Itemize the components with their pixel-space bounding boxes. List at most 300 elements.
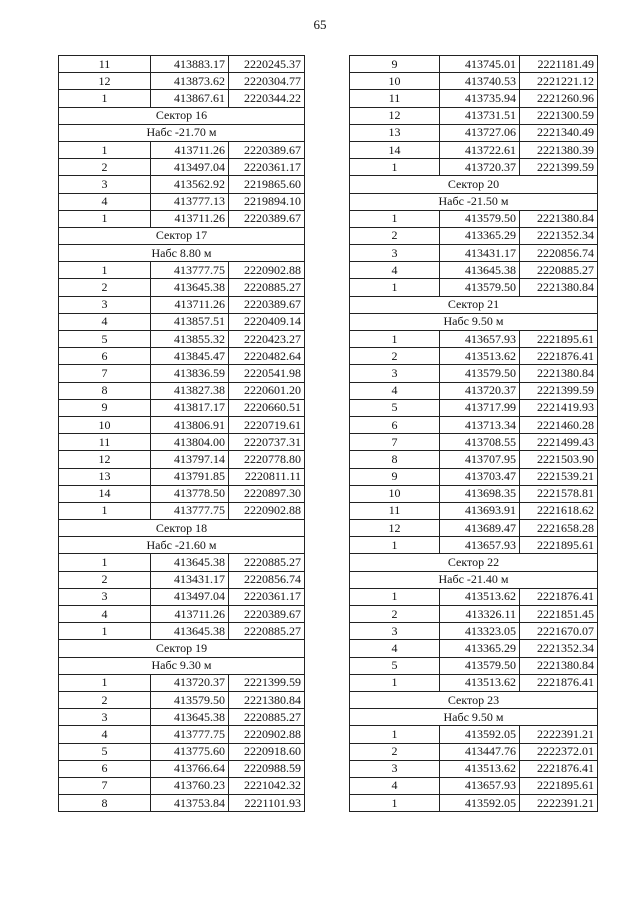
x-coordinate: 413845.47: [151, 348, 229, 365]
y-coordinate: 2220245.37: [229, 56, 305, 73]
point-number: 1: [350, 795, 440, 812]
point-number: 2: [59, 279, 151, 296]
x-coordinate: 413323.05: [440, 623, 520, 640]
y-coordinate: 2219865.60: [229, 176, 305, 193]
x-coordinate: 413579.50: [440, 279, 520, 296]
coordinate-row: [59, 451, 305, 468]
coordinate-row: [350, 382, 598, 399]
x-coordinate: 413873.62: [151, 73, 229, 90]
x-coordinate: 413745.01: [440, 56, 520, 73]
y-coordinate: 2221658.28: [520, 520, 598, 537]
sector-header: Набс -21.70 м: [59, 124, 305, 141]
y-coordinate: 2220885.27: [229, 554, 305, 571]
x-coordinate: 413720.37: [440, 159, 520, 176]
coordinate-row: [350, 365, 598, 382]
coordinate-row: [350, 640, 598, 657]
y-coordinate: 2220902.88: [229, 726, 305, 743]
point-number: 1: [350, 726, 440, 743]
point-number: 3: [350, 245, 440, 262]
y-coordinate: 2220389.67: [229, 606, 305, 623]
y-coordinate: 2221399.59: [520, 159, 598, 176]
y-coordinate: 2220902.88: [229, 262, 305, 279]
coordinate-row: [59, 691, 305, 708]
x-coordinate: 413657.93: [440, 777, 520, 794]
point-number: 10: [350, 485, 440, 502]
coordinate-row: [350, 777, 598, 794]
y-coordinate: 2221876.41: [520, 348, 598, 365]
y-coordinate: 2221380.84: [520, 210, 598, 227]
y-coordinate: 2220660.51: [229, 399, 305, 416]
coordinate-row: [59, 554, 305, 571]
y-coordinate: 2221895.61: [520, 331, 598, 348]
point-number: 12: [350, 107, 440, 124]
coordinate-row: [350, 760, 598, 777]
sector-header-row: [350, 313, 598, 330]
sector-header-row: [350, 193, 598, 210]
y-coordinate: 2220856.74: [229, 571, 305, 588]
point-number: 3: [350, 365, 440, 382]
point-number: 1: [59, 262, 151, 279]
y-coordinate: 2222391.21: [520, 726, 598, 743]
y-coordinate: 2221380.84: [229, 691, 305, 708]
point-number: 1: [350, 674, 440, 691]
point-number: 1: [59, 141, 151, 158]
coordinate-row: [350, 537, 598, 554]
x-coordinate: 413804.00: [151, 434, 229, 451]
coordinate-row: [350, 451, 598, 468]
x-coordinate: 413645.38: [440, 262, 520, 279]
x-coordinate: 413777.75: [151, 502, 229, 519]
coordinate-row: [59, 571, 305, 588]
x-coordinate: 413689.47: [440, 520, 520, 537]
coordinate-row: [59, 726, 305, 743]
coordinate-row: [350, 262, 598, 279]
coordinate-row: [350, 90, 598, 107]
y-coordinate: 2221221.12: [520, 73, 598, 90]
x-coordinate: 413711.26: [151, 141, 229, 158]
x-coordinate: 413513.62: [440, 674, 520, 691]
sector-header: Сектор 19: [59, 640, 305, 657]
point-number: 5: [59, 331, 151, 348]
point-number: 13: [350, 124, 440, 141]
point-number: 1: [59, 210, 151, 227]
x-coordinate: 413703.47: [440, 468, 520, 485]
x-coordinate: 413778.50: [151, 485, 229, 502]
x-coordinate: 413431.17: [151, 571, 229, 588]
point-number: 1: [59, 90, 151, 107]
x-coordinate: 413657.93: [440, 331, 520, 348]
point-number: 9: [350, 56, 440, 73]
point-number: 10: [59, 416, 151, 433]
point-number: 2: [350, 606, 440, 623]
x-coordinate: 413645.38: [151, 554, 229, 571]
x-coordinate: 413806.91: [151, 416, 229, 433]
sector-header-row: [59, 657, 305, 674]
sector-header-row: [59, 537, 305, 554]
y-coordinate: 2221895.61: [520, 777, 598, 794]
coordinate-row: [350, 348, 598, 365]
point-number: 8: [59, 382, 151, 399]
x-coordinate: 413720.37: [440, 382, 520, 399]
y-coordinate: 2220361.17: [229, 159, 305, 176]
y-coordinate: 2220389.67: [229, 141, 305, 158]
x-coordinate: 413817.17: [151, 399, 229, 416]
x-coordinate: 413777.13: [151, 193, 229, 210]
point-number: 2: [59, 159, 151, 176]
x-coordinate: 413579.50: [440, 210, 520, 227]
y-coordinate: 2221380.84: [520, 365, 598, 382]
coordinate-row: [350, 674, 598, 691]
x-coordinate: 413720.37: [151, 674, 229, 691]
sector-header-row: [59, 640, 305, 657]
y-coordinate: 2221101.93: [229, 795, 305, 812]
point-number: 3: [59, 588, 151, 605]
x-coordinate: 413693.91: [440, 502, 520, 519]
x-coordinate: 413775.60: [151, 743, 229, 760]
x-coordinate: 413711.26: [151, 296, 229, 313]
point-number: 1: [350, 537, 440, 554]
coordinate-row: [59, 210, 305, 227]
x-coordinate: 413836.59: [151, 365, 229, 382]
sector-header: Сектор 17: [59, 227, 305, 244]
coordinate-row: [59, 606, 305, 623]
y-coordinate: 2221578.81: [520, 485, 598, 502]
sector-header: Сектор 23: [350, 691, 598, 708]
x-coordinate: 413867.61: [151, 90, 229, 107]
coordinate-row: [350, 795, 598, 812]
x-coordinate: 413698.35: [440, 485, 520, 502]
x-coordinate: 413657.93: [440, 537, 520, 554]
coordinate-row: [350, 210, 598, 227]
point-number: 14: [59, 485, 151, 502]
coordinate-row: [350, 279, 598, 296]
point-number: 7: [59, 365, 151, 382]
x-coordinate: 413579.50: [440, 365, 520, 382]
right-coordinates-table: [349, 55, 598, 812]
coordinate-row: [350, 502, 598, 519]
y-coordinate: 2221499.43: [520, 434, 598, 451]
x-coordinate: 413513.62: [440, 760, 520, 777]
x-coordinate: 413513.62: [440, 588, 520, 605]
y-coordinate: 2221460.28: [520, 416, 598, 433]
y-coordinate: 2221399.59: [229, 674, 305, 691]
point-number: 13: [59, 468, 151, 485]
y-coordinate: 2220737.31: [229, 434, 305, 451]
point-number: 1: [59, 502, 151, 519]
y-coordinate: 2221399.59: [520, 382, 598, 399]
x-coordinate: 413857.51: [151, 313, 229, 330]
left-table-body: [59, 56, 305, 812]
x-coordinate: 413760.23: [151, 777, 229, 794]
x-coordinate: 413777.75: [151, 262, 229, 279]
sector-header: Набс -21.40 м: [350, 571, 598, 588]
point-number: 3: [350, 760, 440, 777]
coordinate-row: [350, 726, 598, 743]
coordinate-row: [59, 365, 305, 382]
coordinate-row: [59, 777, 305, 794]
x-coordinate: 413592.05: [440, 726, 520, 743]
point-number: 4: [350, 262, 440, 279]
point-number: 1: [350, 159, 440, 176]
coordinate-row: [59, 331, 305, 348]
y-coordinate: 2221539.21: [520, 468, 598, 485]
x-coordinate: 413707.95: [440, 451, 520, 468]
page-number: 65: [313, 17, 327, 32]
coordinate-row: [59, 73, 305, 90]
coordinate-row: [59, 159, 305, 176]
point-number: 5: [350, 399, 440, 416]
y-coordinate: 2220409.14: [229, 313, 305, 330]
coordinate-row: [59, 743, 305, 760]
y-coordinate: 2220885.27: [229, 623, 305, 640]
x-coordinate: 413827.38: [151, 382, 229, 399]
x-coordinate: 413777.75: [151, 726, 229, 743]
sector-header-row: [59, 245, 305, 262]
coordinate-row: [350, 520, 598, 537]
y-coordinate: 2221181.49: [520, 56, 598, 73]
x-coordinate: 413797.14: [151, 451, 229, 468]
x-coordinate: 413645.38: [151, 623, 229, 640]
y-coordinate: 2221876.41: [520, 760, 598, 777]
point-number: 1: [350, 588, 440, 605]
coordinate-row: [59, 279, 305, 296]
x-coordinate: 413740.53: [440, 73, 520, 90]
sector-header: Сектор 16: [59, 107, 305, 124]
y-coordinate: 2221300.59: [520, 107, 598, 124]
x-coordinate: 413711.26: [151, 606, 229, 623]
x-coordinate: 413855.32: [151, 331, 229, 348]
x-coordinate: 413497.04: [151, 588, 229, 605]
coordinate-row: [350, 159, 598, 176]
x-coordinate: 413753.84: [151, 795, 229, 812]
point-number: 4: [350, 777, 440, 794]
coordinate-row: [59, 760, 305, 777]
x-coordinate: 413791.85: [151, 468, 229, 485]
point-number: 8: [350, 451, 440, 468]
point-number: 2: [350, 743, 440, 760]
y-coordinate: 2221380.39: [520, 141, 598, 158]
sector-header: Набс 9.50 м: [350, 709, 598, 726]
y-coordinate: 2221670.07: [520, 623, 598, 640]
coordinate-row: [59, 262, 305, 279]
sector-header-row: [350, 296, 598, 313]
point-number: 7: [59, 777, 151, 794]
coordinate-row: [350, 331, 598, 348]
point-number: 12: [59, 451, 151, 468]
coordinate-row: [350, 743, 598, 760]
sector-header: Сектор 18: [59, 520, 305, 537]
point-number: 9: [350, 468, 440, 485]
point-number: 4: [59, 193, 151, 210]
sector-header-row: [350, 709, 598, 726]
y-coordinate: 2220778.80: [229, 451, 305, 468]
coordinate-row: [59, 296, 305, 313]
x-coordinate: 413562.92: [151, 176, 229, 193]
point-number: 4: [59, 726, 151, 743]
point-number: 4: [59, 606, 151, 623]
y-coordinate: 2222391.21: [520, 795, 598, 812]
sector-header-row: [59, 107, 305, 124]
sector-header: Сектор 20: [350, 176, 598, 193]
sector-header-row: [350, 176, 598, 193]
y-coordinate: 2220885.27: [520, 262, 598, 279]
point-number: 14: [350, 141, 440, 158]
point-number: 11: [59, 434, 151, 451]
coordinate-row: [59, 502, 305, 519]
point-number: 1: [350, 279, 440, 296]
coordinate-row: [59, 588, 305, 605]
x-coordinate: 413513.62: [440, 348, 520, 365]
sector-header-row: [350, 554, 598, 571]
x-coordinate: 413735.94: [440, 90, 520, 107]
x-coordinate: 413731.51: [440, 107, 520, 124]
point-number: 6: [350, 416, 440, 433]
coordinate-row: [59, 485, 305, 502]
coordinate-row: [59, 623, 305, 640]
coordinate-row: [59, 795, 305, 812]
coordinate-row: [350, 606, 598, 623]
y-coordinate: 2220902.88: [229, 502, 305, 519]
point-number: 1: [350, 331, 440, 348]
point-number: 10: [350, 73, 440, 90]
coordinate-row: [350, 141, 598, 158]
point-number: 11: [350, 502, 440, 519]
x-coordinate: 413883.17: [151, 56, 229, 73]
coordinate-row: [59, 90, 305, 107]
x-coordinate: 413645.38: [151, 709, 229, 726]
point-number: 11: [350, 90, 440, 107]
point-number: 5: [350, 657, 440, 674]
sector-header: Сектор 21: [350, 296, 598, 313]
coordinate-row: [350, 623, 598, 640]
x-coordinate: 413579.50: [440, 657, 520, 674]
coordinate-row: [350, 227, 598, 244]
coordinate-row: [59, 193, 305, 210]
point-number: 1: [59, 674, 151, 691]
coordinate-row: [59, 176, 305, 193]
y-coordinate: 2220361.17: [229, 588, 305, 605]
y-coordinate: 2220811.11: [229, 468, 305, 485]
y-coordinate: 2220988.59: [229, 760, 305, 777]
point-number: 7: [350, 434, 440, 451]
sector-header: Набс 8.80 м: [59, 245, 305, 262]
coordinate-row: [59, 313, 305, 330]
point-number: 3: [59, 176, 151, 193]
y-coordinate: 2220541.98: [229, 365, 305, 382]
point-number: 4: [350, 382, 440, 399]
y-coordinate: 2220423.27: [229, 331, 305, 348]
sector-header-row: [350, 691, 598, 708]
sector-header-row: [59, 227, 305, 244]
coordinate-row: [350, 416, 598, 433]
y-coordinate: 2221260.96: [520, 90, 598, 107]
y-coordinate: 2221618.62: [520, 502, 598, 519]
y-coordinate: 2221895.61: [520, 537, 598, 554]
y-coordinate: 2219894.10: [229, 193, 305, 210]
point-number: 12: [59, 73, 151, 90]
coordinate-row: [350, 485, 598, 502]
sector-header: Набс -21.60 м: [59, 537, 305, 554]
y-coordinate: 2220344.22: [229, 90, 305, 107]
point-number: 3: [59, 709, 151, 726]
x-coordinate: 413579.50: [151, 691, 229, 708]
coordinate-row: [350, 56, 598, 73]
y-coordinate: 2222372.01: [520, 743, 598, 760]
coordinate-row: [350, 124, 598, 141]
coordinate-row: [59, 56, 305, 73]
y-coordinate: 2221352.34: [520, 227, 598, 244]
point-number: 4: [350, 640, 440, 657]
coordinate-row: [350, 588, 598, 605]
point-number: 1: [59, 554, 151, 571]
coordinate-row: [59, 348, 305, 365]
point-number: 8: [59, 795, 151, 812]
coordinate-row: [350, 399, 598, 416]
y-coordinate: 2221380.84: [520, 657, 598, 674]
x-coordinate: 413722.61: [440, 141, 520, 158]
x-coordinate: 413592.05: [440, 795, 520, 812]
coordinate-row: [350, 107, 598, 124]
y-coordinate: 2221876.41: [520, 674, 598, 691]
x-coordinate: 413766.64: [151, 760, 229, 777]
point-number: 3: [350, 623, 440, 640]
y-coordinate: 2221851.45: [520, 606, 598, 623]
point-number: 6: [59, 348, 151, 365]
y-coordinate: 2221352.34: [520, 640, 598, 657]
coordinate-row: [59, 141, 305, 158]
y-coordinate: 2221503.90: [520, 451, 598, 468]
point-number: 6: [59, 760, 151, 777]
point-number: 5: [59, 743, 151, 760]
coordinate-row: [59, 434, 305, 451]
point-number: 1: [350, 210, 440, 227]
y-coordinate: 2220389.67: [229, 296, 305, 313]
point-number: 2: [350, 348, 440, 365]
x-coordinate: 413326.11: [440, 606, 520, 623]
y-coordinate: 2220918.60: [229, 743, 305, 760]
y-coordinate: 2220885.27: [229, 709, 305, 726]
point-number: 4: [59, 313, 151, 330]
x-coordinate: 413711.26: [151, 210, 229, 227]
x-coordinate: 413713.34: [440, 416, 520, 433]
y-coordinate: 2220482.64: [229, 348, 305, 365]
x-coordinate: 413447.76: [440, 743, 520, 760]
y-coordinate: 2220304.77: [229, 73, 305, 90]
point-number: 3: [59, 296, 151, 313]
coordinate-row: [59, 399, 305, 416]
coordinate-row: [350, 657, 598, 674]
point-number: 12: [350, 520, 440, 537]
x-coordinate: 413645.38: [151, 279, 229, 296]
y-coordinate: 2220885.27: [229, 279, 305, 296]
coordinate-row: [59, 468, 305, 485]
right-table-body: [350, 56, 598, 812]
coordinate-row: [59, 382, 305, 399]
point-number: 2: [59, 571, 151, 588]
sector-header-row: [59, 520, 305, 537]
sector-header-row: [59, 124, 305, 141]
y-coordinate: 2221876.41: [520, 588, 598, 605]
y-coordinate: 2221380.84: [520, 279, 598, 296]
sector-header: Набс 9.50 м: [350, 313, 598, 330]
sector-header: Набс 9.30 м: [59, 657, 305, 674]
point-number: 2: [59, 691, 151, 708]
point-number: 9: [59, 399, 151, 416]
x-coordinate: 413708.55: [440, 434, 520, 451]
left-coordinates-table: [58, 55, 305, 812]
coordinate-row: [59, 416, 305, 433]
coordinate-row: [350, 245, 598, 262]
